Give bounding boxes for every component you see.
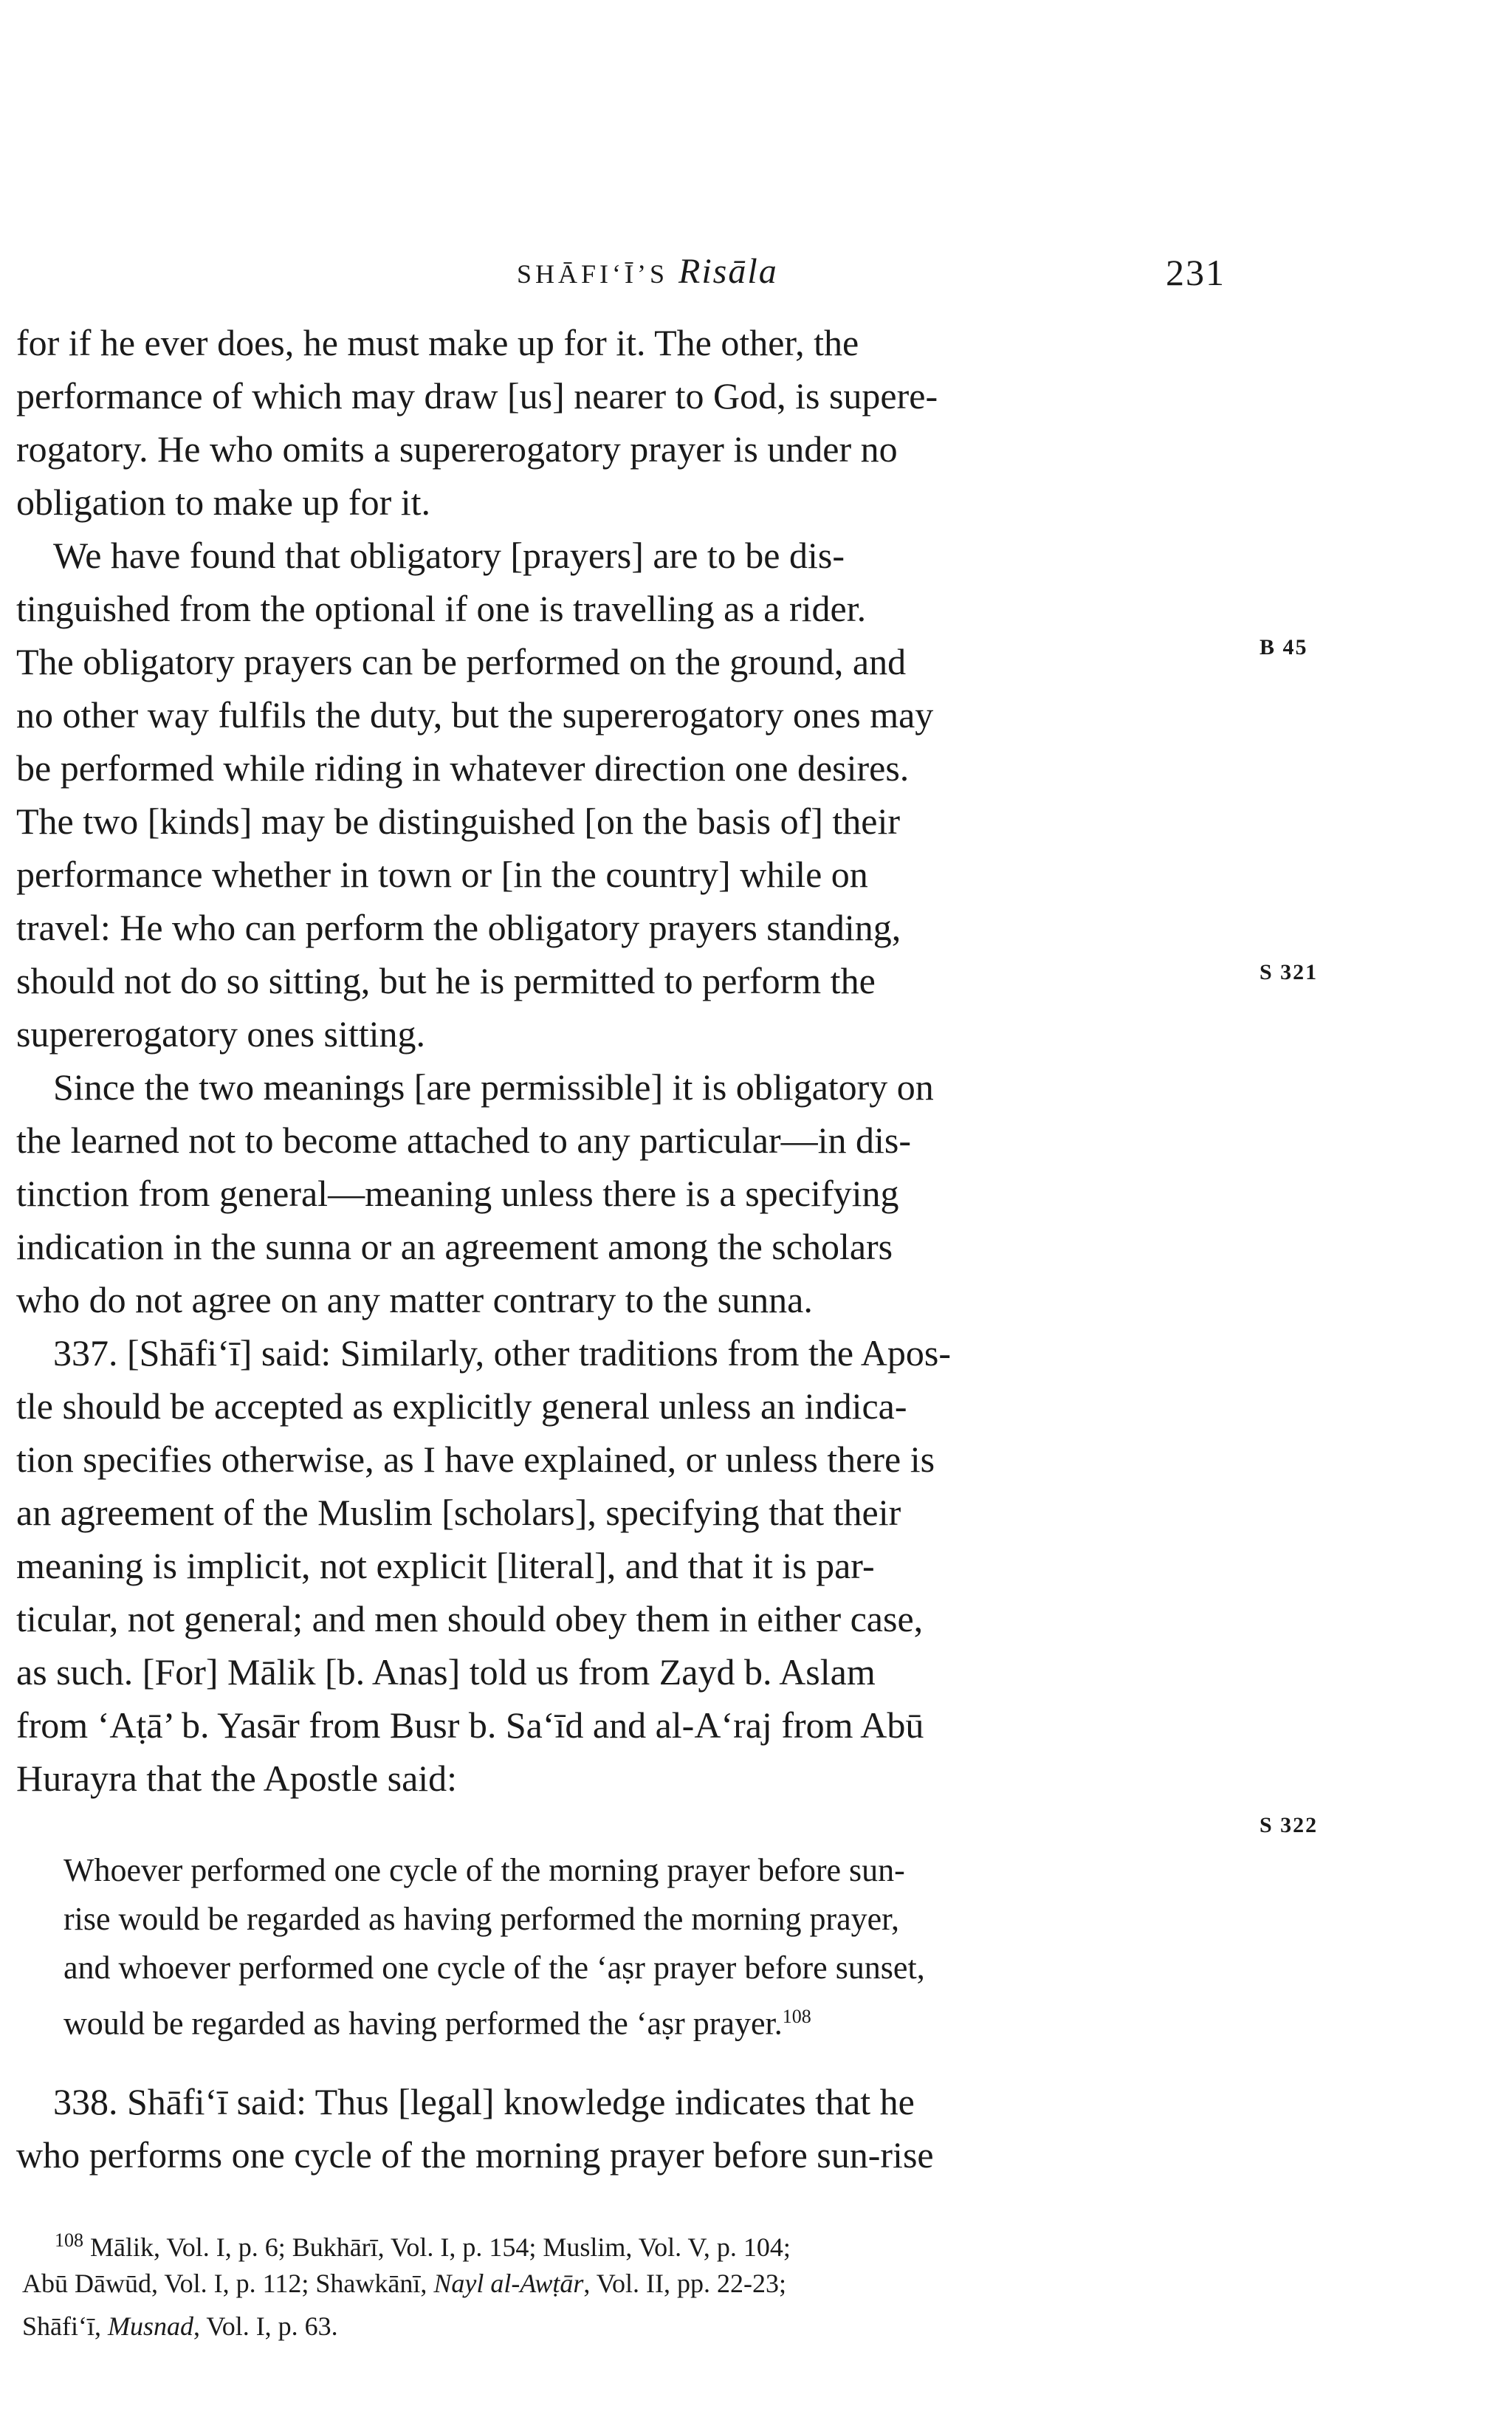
running-title-prefix: SHĀFI‘Ī’S xyxy=(517,259,669,289)
running-title-italic: Risāla xyxy=(678,252,778,291)
text-line: rogatory. He who omits a supererogatory prayer is under no xyxy=(16,428,898,470)
main-text-continued xyxy=(16,2075,1212,2181)
footnote-text: Abū Dāwūd, Vol. I, p. 112; Shawkānī, xyxy=(22,2269,434,2298)
running-header xyxy=(487,251,1226,295)
text-line: meaning is implicit, not explicit [literal], and that it is par- xyxy=(16,1545,875,1586)
text-line: be performed while riding in whatever direction one desires. xyxy=(16,747,910,789)
text-line: for if he ever does, he must make up for it. The other, the xyxy=(16,322,859,363)
text-line: tinguished from the optional if one is travelling as a rider. xyxy=(16,588,867,629)
text-line: indication in the sunna or an agreement among the scholars xyxy=(16,1226,893,1267)
text-line: Since the two meanings [are permissible] it is obligatory on xyxy=(53,1066,934,1108)
text-line: from ‘Aṭā’ b. Yasār from Busr b. Sa‘īd and al-A‘raj from Abū xyxy=(16,1704,924,1746)
text-line: supererogatory ones sitting. xyxy=(16,1013,426,1055)
footnote-text: Mālik, Vol. I, p. 6; Bukhārī, Vol. I, p. 154; Muslim, Vol. V, p. 104; xyxy=(90,2232,791,2262)
text-line: tle should be accepted as explicitly general unless an indica- xyxy=(16,1385,907,1427)
footnote-text: Shāfi‘ī, xyxy=(22,2311,108,2341)
footnote-reference: 108 xyxy=(782,2006,811,2027)
text-line: The obligatory prayers can be performed on the ground, and xyxy=(16,641,907,682)
footnote-italic-title: Musnad xyxy=(107,2311,193,2341)
text-line: 338. Shāfi‘ī said: Thus [legal] knowledge indicates that he xyxy=(53,2081,915,2122)
text-line: tinction from general—meaning unless there is a specifying xyxy=(16,1173,899,1214)
text-line: 337. [Shāfi‘ī] said: Similarly, other traditions from the Apos- xyxy=(53,1332,952,1374)
footnote-italic-title: Nayl al-Awṭār xyxy=(433,2269,584,2298)
text-line: travel: He who can perform the obligatory prayers standing, xyxy=(16,907,901,948)
footnote-line xyxy=(22,2262,1218,2305)
text-line: obligation to make up for it. xyxy=(16,481,431,523)
footnote-text: , Vol. I, p. 63. xyxy=(193,2311,338,2341)
text-line: should not do so sitting, but he is permitted to perform the xyxy=(16,960,876,1001)
text-line: ticular, not general; and men should obey them in either case, xyxy=(16,1598,924,1639)
text-line: the learned not to become attached to any particular—in dis- xyxy=(16,1120,912,1161)
quote-line: rise would be regarded as having performed the morning prayer, xyxy=(63,1901,900,1937)
margin-note: S 322 xyxy=(1260,1813,1319,1837)
quote-line xyxy=(63,1992,1215,2041)
text-line: performance whether in town or [in the country] while on xyxy=(16,854,868,895)
running-title xyxy=(517,251,778,292)
text-line: an agreement of the Muslim [scholars], specifying that their xyxy=(16,1492,901,1533)
quote-line: Whoever performed one cycle of the morning prayer before sun- xyxy=(63,1852,905,1888)
main-text xyxy=(16,316,1212,1805)
footnote-line xyxy=(22,2219,1218,2262)
block-quote xyxy=(63,1846,1215,2041)
text-line: The two [kinds] may be distinguished [on the basis of] their xyxy=(16,801,900,842)
footnote-text: , Vol. II, pp. 22-23; xyxy=(583,2269,787,2298)
text-line: no other way fulfils the duty, but the supererogatory ones may xyxy=(16,694,934,736)
text-line: who do not agree on any matter contrary to the sunna. xyxy=(16,1279,813,1320)
quote-line-text: would be regarded as having performed the ‘aṣr prayer. xyxy=(63,2005,783,2042)
footnote-line xyxy=(22,2305,1218,2348)
page-number: 231 xyxy=(1166,252,1226,293)
text-line: Hurayra that the Apostle said: xyxy=(16,1758,458,1799)
quote-line: and whoever performed one cycle of the ‘aṣr prayer before sunset, xyxy=(63,1950,925,1986)
margin-note: B 45 xyxy=(1260,635,1308,659)
margin-note: S 321 xyxy=(1260,960,1319,984)
text-line: performance of which may draw [us] nearer to God, is supere- xyxy=(16,375,938,416)
footnotes xyxy=(22,2219,1218,2348)
text-line: who performs one cycle of the morning prayer before sun-rise xyxy=(16,2134,934,2176)
text-line: We have found that obligatory [prayers] are to be dis- xyxy=(53,535,845,576)
footnote-number: 108 xyxy=(55,2229,83,2251)
text-line: as such. [For] Mālik [b. Anas] told us from Zayd b. Aslam xyxy=(16,1651,876,1693)
text-line: tion specifies otherwise, as I have explained, or unless there is xyxy=(16,1439,935,1480)
